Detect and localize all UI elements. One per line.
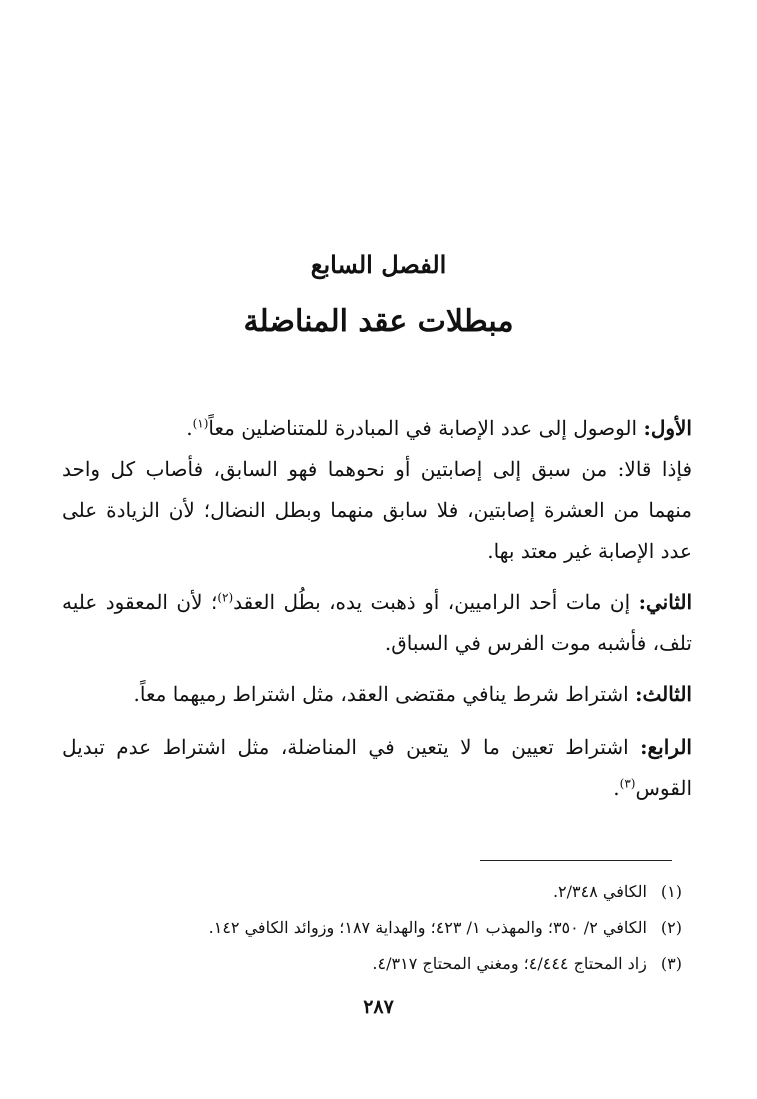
footnote-number: (١) (660, 882, 682, 901)
paragraph-third (62, 674, 692, 715)
page-number: ٢٨٧ (363, 996, 394, 1018)
footnotes (62, 874, 682, 982)
paragraph-lead: الأول: (643, 416, 692, 440)
paragraph-text: اشتراط شرط ينافي مقتضى العقد، مثل اشتراط رميهما معاً. (133, 682, 636, 706)
footnote-text: الكافي ٢/ ٣٥٠؛ والمهذب ١/ ٤٢٣؛ والهداية ١٨٧؛ وزوائد الكافي ١٤٢. (208, 918, 647, 937)
paragraph-text: إن مات أحد الراميين، أو ذهبت يده، بطُل العقد (233, 590, 639, 614)
body-text (62, 408, 692, 809)
footnote-item (62, 946, 682, 982)
footnote-divider (480, 860, 672, 861)
paragraph-first (62, 408, 692, 449)
paragraph-tail: ؛ لأن المعقود عليه تلف، فأشبه موت الفرس في السباق. (62, 590, 692, 655)
paragraph-lead: الرابع: (640, 735, 692, 759)
footnote-number: (٢) (660, 918, 682, 937)
footnote-item (62, 874, 682, 910)
footnote-ref: (٢) (217, 590, 234, 605)
paragraph-text: اشتراط تعيين ما لا يتعين في المناضلة، مثل اشتراط عدم تبديل القوس (62, 735, 692, 800)
paragraph-lead: الثاني: (638, 590, 693, 614)
footnote-text: زاد المحتاج ٤/٤٤٤؛ ومغني المحتاج ٤/٣١٧. (372, 954, 647, 973)
paragraph-fourth (62, 727, 692, 809)
paragraph-tail: . (613, 776, 620, 800)
chapter-title: مبطلات عقد المناضلة (243, 304, 514, 339)
paragraph-first-detail (62, 449, 692, 572)
chapter-label: الفصل السابع (310, 250, 447, 279)
footnote-ref: (١) (192, 416, 209, 431)
footnote-ref: (٣) (619, 776, 636, 791)
paragraph-second (62, 582, 692, 664)
footnote-text: الكافي ٢/٣٤٨. (552, 882, 647, 901)
paragraph-lead: الثالث: (635, 682, 692, 706)
paragraph-text: الوصول إلى عدد الإصابة في المبادرة للمتناضلين معاً (208, 416, 644, 440)
paragraph-text: فإذا قالا: من سبق إلى إصابتين أو نحوهما فهو السابق، فأصاب كل واحد منهما من العشرة إصابتين، فلا سابق منهما وبطل النضال؛ لأن الزيادة على عدد الإصابة غير معتد بها. (62, 457, 692, 563)
footnote-item (62, 910, 682, 946)
paragraph-tail: . (186, 416, 193, 440)
footnote-number: (٣) (660, 954, 682, 973)
